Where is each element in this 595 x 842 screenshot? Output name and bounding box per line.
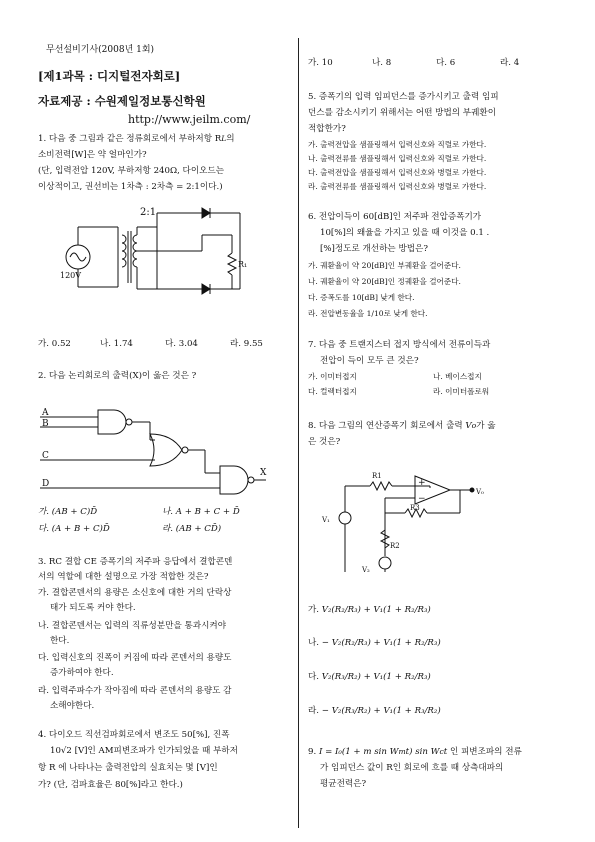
q3-choice-a[interactable]: 가. 결합콘덴서의 용량은 소신호에 대한 거의 단락상 [38,588,232,598]
exam-title: 무선설비기사(2008년 1회) [46,45,155,55]
resistor-label: R₁ [238,260,248,269]
q1-choice-c[interactable]: 다. 3.04 [165,339,198,349]
q6-line-2: 10[%]의 왜율을 가지고 있을 때 이것을 0.1 . [320,228,490,238]
q6-line-1: 6. 전압이득이 60[dB]인 저주파 전압증폭기가 [308,212,482,222]
q3-choice-c-cont: 증가하여야 한다. [50,668,114,678]
q9-line-3: 평균전력은? [320,779,367,789]
q3-choice-a-cont: 태가 되도록 커야 한다. [50,603,136,613]
v2-label: V₂ [362,566,370,574]
q5-choice-a[interactable]: 가. 출력전압을 샘플링해서 입력신호와 직렬로 가한다. [308,140,487,149]
q4-choice-b[interactable]: 나. 8 [372,58,392,68]
r3-label: R3 [410,504,420,512]
q3-choice-b[interactable]: 나. 결합콘덴서는 입력의 직류성분만을 통과시켜야 [38,621,226,631]
q6-choice-d[interactable]: 라. 전압변동율을 1/10로 낮게 한다. [308,309,428,318]
q8-choice-a[interactable]: 가. V₂(R₂/R₃) + V₁(1 + R₂/R₃) [308,605,431,615]
q2-choice-b[interactable]: 나. A + B + C + D̄ [162,507,240,517]
q1-line-1: 1. 다음 중 그림과 같은 정류회로에서 부하저항 RL의 [38,134,235,144]
q3-choice-d[interactable]: 라. 입력주파수가 작아짐에 따라 콘덴서의 용량도 감 [38,686,232,696]
q2-choice-d[interactable]: 라. (AB + CD̄) [162,524,222,534]
q3-choice-b-cont: 한다. [50,636,70,646]
q2-text: 2. 다음 논리회로의 출력(X)이 옳은 것은 ? [38,371,197,381]
r1-label: R1 [372,472,382,480]
subject-title: [제1과목 : 디지털전자회로] [38,69,181,83]
q3-line-2: 서의 역할에 대한 설명으로 가장 적합한 것은? [38,572,209,582]
q1-choice-b[interactable]: 나. 1.74 [100,339,133,349]
input-c-label: C [42,451,49,461]
q5-choice-d[interactable]: 라. 출력전류를 샘플링해서 입력신호와 병렬로 가한다. [308,182,487,191]
input-a-label: A [42,408,49,418]
v1-label: V₁ [322,516,330,524]
q7-choice-b[interactable]: 나. 베이스접지 [433,372,482,381]
q2-choice-c[interactable]: 다. (A + B + C)D̄ [38,524,110,534]
q5-line-3: 적합한가? [308,124,346,134]
q7-choice-d[interactable]: 라. 이미터폴로워 [433,387,490,396]
q1-line-2: 소비전력[W]은 약 얼마인가? [38,150,147,160]
opamp-circuit-diagram [320,468,520,578]
q6-line-3: [%]정도로 개선하는 방법은? [320,244,428,254]
q2-choice-a[interactable]: 가. (AB + C)D̄ [38,507,98,517]
q3-line-1: 3. RC 결합 CE 증폭기의 저주파 응답에서 결합콘덴 [38,557,233,567]
q8-line-1: 8. 다음 그림의 연산증폭기 회로에서 출력 Vo가 옳 [308,421,496,431]
q1-choice-a[interactable]: 가. 0.52 [38,339,71,349]
q3-choice-d-cont: 소해야한다. [50,701,95,711]
q8-line-2: 은 것은? [308,437,341,447]
q4-line-4: 가? (단, 검파효율은 80[%]라고 한다.) [38,780,183,790]
q5-choice-b[interactable]: 나. 출력전류를 샘플링해서 입력신호와 직렬로 가한다. [308,154,487,163]
q7-choice-a[interactable]: 가. 이미터접지 [308,372,357,381]
logic-circuit-diagram [40,405,270,505]
q8-choice-d[interactable]: 라. − V₂(R₃/R₂) + V₁(1 + R₃/R₂) [308,706,441,716]
q4-choice-a[interactable]: 가. 10 [308,58,333,68]
q1-line-3: (단, 입력전압 120V, 부하저항 240Ω, 다이오드는 [38,166,225,176]
provider-url[interactable]: http://www.jeilm.com/ [128,113,251,126]
q8-choice-c[interactable]: 다. V₂(R₃/R₂) + V₁(1 + R₂/R₃) [308,672,431,682]
rectifier-circuit-diagram [62,205,262,315]
q9-line-1: 9. I = I₀(1 + m sin Wmt) sin Wct 인 피변조파의 전류 [308,747,522,757]
q9-line-2: 가 임피던스 값이 R인 회로에 흐를 때 상측대파의 [320,763,504,773]
q4-line-2: 10√2 [V]인 AM피변조파가 인가되었을 때 부하저 [50,746,238,756]
q1-line-4: 이상적이고, 권선비는 1차측 : 2차측 = 2:1이다.) [38,182,223,192]
column-divider [298,38,299,828]
q7-line-1: 7. 다음 중 트랜지스터 접지 방식에서 전류이득과 [308,340,491,350]
provider-line: 자료제공 : 수원제일정보통신학원 [38,94,206,108]
svg-text:−: − [418,494,426,504]
q4-choice-d[interactable]: 라. 4 [500,58,520,68]
q6-choice-a[interactable]: 가. 궤환율이 약 20[dB]인 부궤환을 걸어준다. [308,261,461,270]
q5-choice-c[interactable]: 다. 출력전압을 샘플링해서 입력신호와 병렬로 가한다. [308,168,487,177]
input-d-label: D [42,479,50,489]
q5-line-2: 던스를 감소시키기 위해서는 어떤 방법의 부궤환이 [308,108,496,118]
q7-choice-c[interactable]: 다. 컬렉터접지 [308,387,357,396]
q4-line-3: 항 R 에 나타나는 출력전압의 실효치는 몇 [V]인 [38,763,218,773]
q6-choice-b[interactable]: 나. 궤환율이 약 20[dB]인 정궤환을 걸어준다. [308,277,461,286]
q4-line-1: 4. 다이오드 직선검파회로에서 변조도 50[%], 진폭 [38,730,230,740]
input-b-label: B [42,419,49,429]
q3-choice-c[interactable]: 다. 입력신호의 진폭이 커짐에 따라 콘덴서의 용량도 [38,653,232,663]
q5-line-1: 5. 증폭기의 입력 임피던스를 증가시키고 출력 임피 [308,92,499,102]
turns-ratio-label: 2:1 [140,207,157,218]
q1-choice-d[interactable]: 라. 9.55 [230,339,263,349]
svg-text:+: + [418,478,426,488]
q8-choice-b[interactable]: 나. − V₂(R₂/R₃) + V₁(1 + R₂/R₃) [308,638,441,648]
q6-choice-c[interactable]: 다. 증폭도를 10[dB] 낮게 한다. [308,293,415,302]
q7-line-2: 전압이 득이 모두 큰 것은? [320,356,419,366]
r2-label: R2 [390,542,400,550]
q4-choice-c[interactable]: 다. 6 [436,58,456,68]
voltage-label: 120V [60,271,82,280]
vo-label: V₀ [476,488,484,496]
output-x-label: X [260,468,267,478]
